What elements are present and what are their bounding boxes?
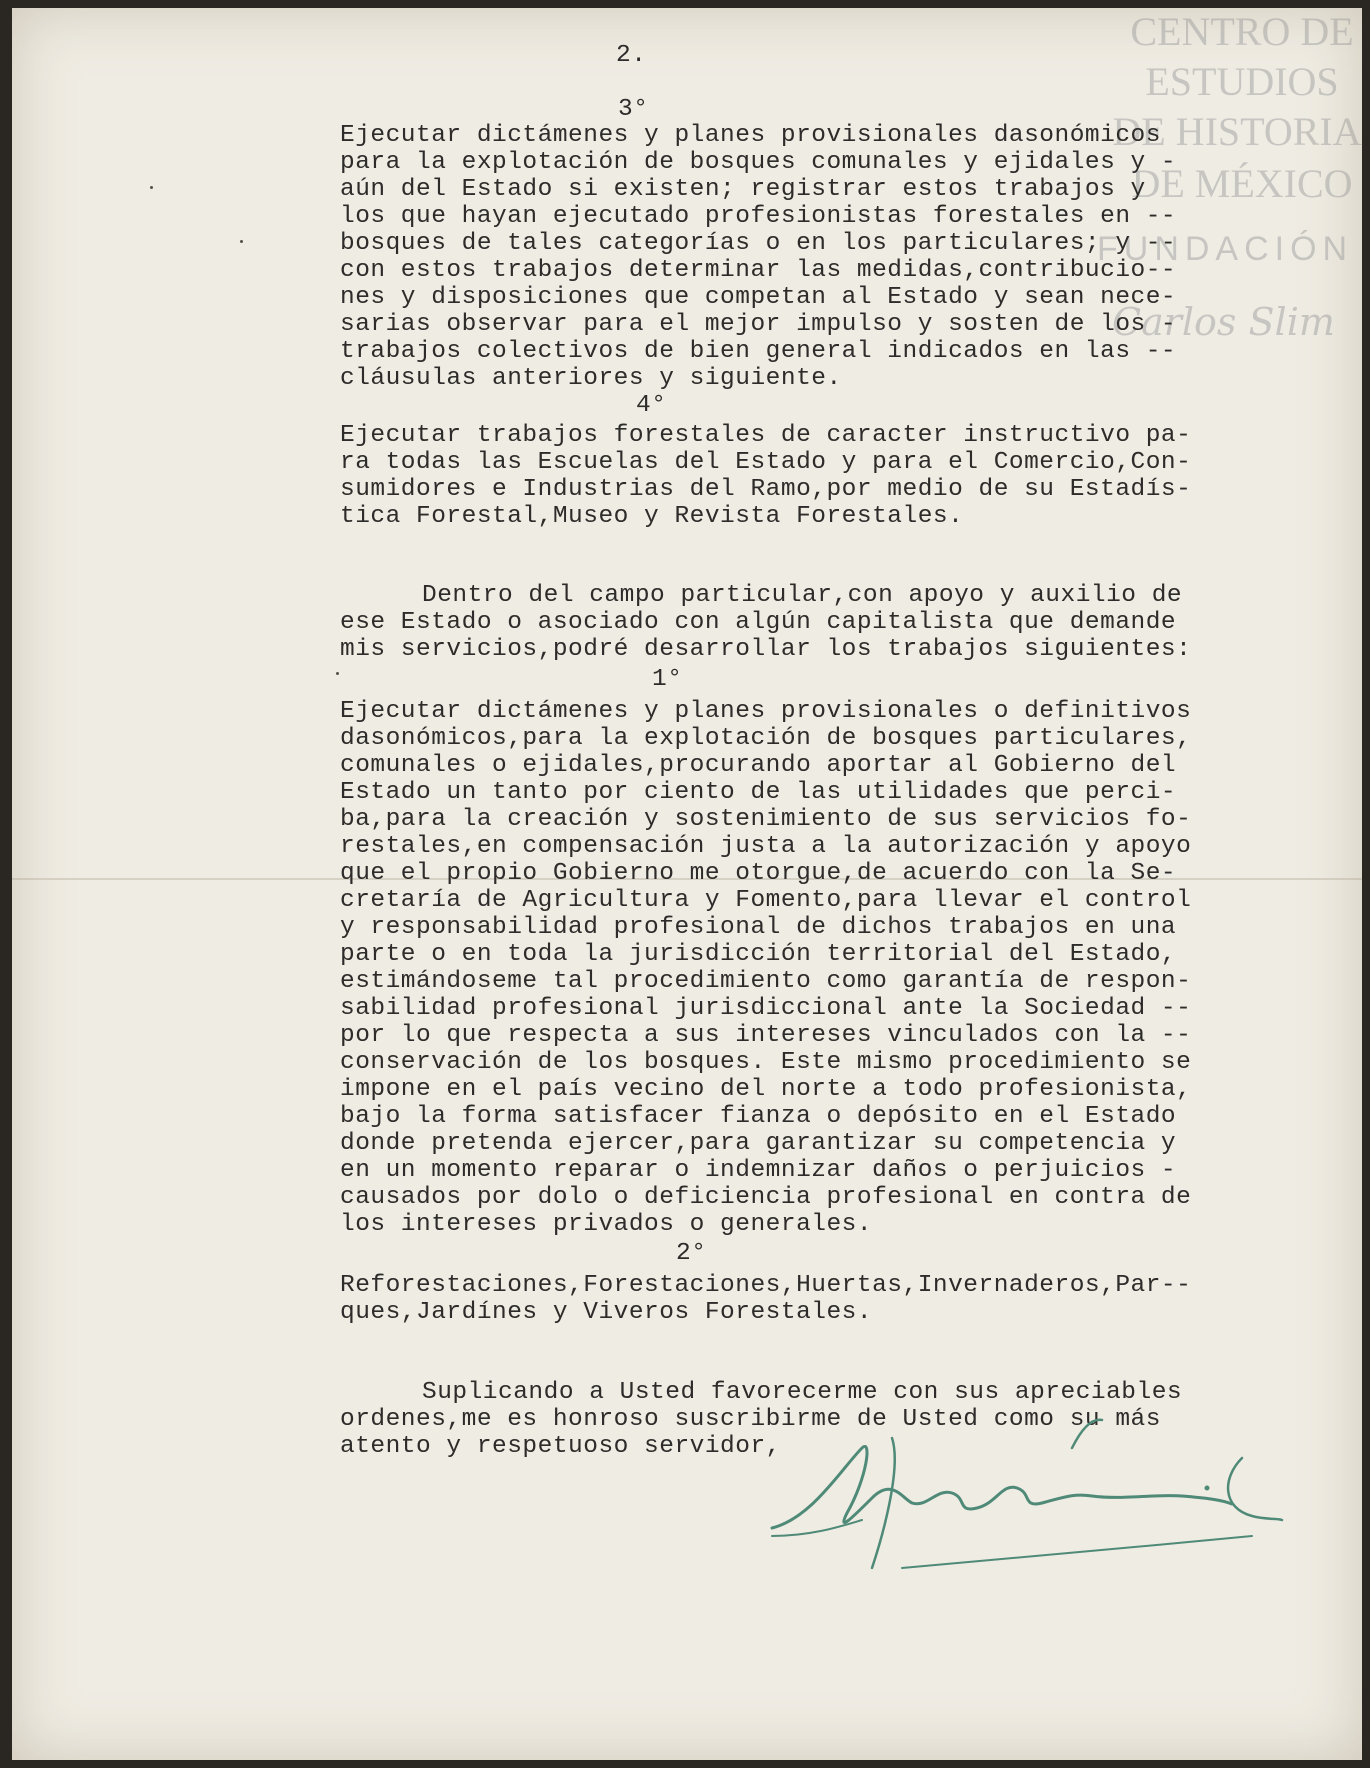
- text-line: mis servicios,podré desarrollar los trabajos siguientes:: [340, 636, 1192, 663]
- text-line: y responsabilidad profesional de dichos trabajos en una: [340, 914, 1177, 941]
- heading-4: 4°: [636, 392, 667, 419]
- text-line: estimándoseme tal procedimiento como garantía de respon-: [340, 968, 1192, 995]
- text-line: bajo la forma satisfacer fianza o depósito en el Estado: [340, 1103, 1177, 1130]
- text-line: atento y respetuoso servidor,: [340, 1433, 781, 1460]
- watermark-line-1: CENTRO DE: [1130, 9, 1354, 54]
- text-line: sarias observar para el mejor impulso y sosten de los -: [340, 311, 1177, 338]
- text-line: los que hayan ejecutado profesionistas forestales en --: [340, 203, 1177, 230]
- text-line: que el propio Gobierno me otorgue,de acuerdo con la Se-: [340, 860, 1177, 887]
- text-line: en un momento reparar o indemnizar daños o perjuicios -: [340, 1157, 1177, 1184]
- text-line: donde pretenda ejercer,para garantizar su competencia y: [340, 1130, 1177, 1157]
- text-line: dasonómicos,para la explotación de bosques particulares,: [340, 725, 1192, 752]
- text-line: ba,para la creación y sostenimiento de sus servicios fo-: [340, 806, 1192, 833]
- watermark-line-4: DE MÉXICO: [1131, 161, 1353, 206]
- text-line: ese Estado o asociado con algún capitalista que demande: [340, 609, 1177, 636]
- heading-1: 1°: [652, 666, 683, 693]
- text-line: los intereses privados o generales.: [340, 1211, 873, 1238]
- text-line: sabilidad profesional jurisdiccional ante la Sociedad --: [340, 995, 1192, 1022]
- text-line: sumidores e Industrias del Ramo,por medio de su Estadís-: [340, 476, 1192, 503]
- text-line: Ejecutar dictámenes y planes provisionales dasonómicos: [340, 122, 1161, 149]
- heading-3: 3°: [618, 96, 649, 123]
- text-line: conservación de los bosques. Este mismo procedimiento se: [340, 1049, 1192, 1076]
- document-page: [12, 8, 1362, 1760]
- handwritten-signature: [752, 1408, 1312, 1588]
- text-line: Dentro del campo particular,con apoyo y auxilio de: [422, 582, 1183, 609]
- text-line: Suplicando a Usted favorecerme con sus apreciables: [422, 1379, 1183, 1406]
- text-line: cretaría de Agricultura y Fomento,para llevar el control: [340, 887, 1192, 914]
- watermark-fundacion: FUNDACIÓN: [1097, 230, 1354, 268]
- text-line: Reforestaciones,Forestaciones,Huertas,Invernaderos,Par--: [340, 1272, 1192, 1299]
- text-line: con estos trabajos determinar las medidas,contribucio--: [340, 257, 1177, 284]
- text-line: bosques de tales categorías o en los particulares; y --: [340, 230, 1177, 257]
- text-line: aún del Estado si existen; registrar estos trabajos y: [340, 176, 1146, 203]
- text-line: ra todas las Escuelas del Estado y para el Comercio,Con-: [340, 449, 1192, 476]
- text-line: ordenes,me es honroso suscribirme de Usted como su más: [340, 1406, 1161, 1433]
- text-line: impone en el país vecino del norte a todo profesionista,: [340, 1076, 1192, 1103]
- watermark-line-2: ESTUDIOS: [1145, 59, 1339, 104]
- heading-2: 2°: [676, 1240, 707, 1267]
- text-line: comunales o ejidales,procurando aportar al Gobierno del: [340, 752, 1177, 779]
- text-line: parte o en toda la jurisdicción territorial del Estado,: [340, 941, 1177, 968]
- text-line: cláusulas anteriores y siguiente.: [340, 365, 842, 392]
- text-line: Ejecutar dictámenes y planes provisionales o definitivos: [340, 698, 1192, 725]
- text-line: causados por dolo o deficiencia profesional en contra de: [340, 1184, 1192, 1211]
- text-line: para la explotación de bosques comunales y ejidales y -: [340, 149, 1177, 176]
- text-line: tica Forestal,Museo y Revista Forestales.: [340, 503, 964, 530]
- watermark-signature: Carlos Slim: [1112, 300, 1335, 344]
- page-number: 2.: [616, 42, 647, 69]
- text-line: ques,Jardínes y Viveros Forestales.: [340, 1299, 873, 1326]
- text-line: nes y disposiciones que competan al Estado y sean nece-: [340, 284, 1177, 311]
- text-line: trabajos colectivos de bien general indicados en las --: [340, 338, 1177, 365]
- watermark-line-3: DE HISTORIA: [1112, 109, 1362, 154]
- text-line: restales,en compensación justa a la autorización y apoyo: [340, 833, 1192, 860]
- text-line: Estado un tanto por ciento de las utilidades que perci-: [340, 779, 1177, 806]
- text-line: por lo que respecta a sus intereses vinculados con la --: [340, 1022, 1192, 1049]
- text-line: Ejecutar trabajos forestales de caracter instructivo pa-: [340, 422, 1192, 449]
